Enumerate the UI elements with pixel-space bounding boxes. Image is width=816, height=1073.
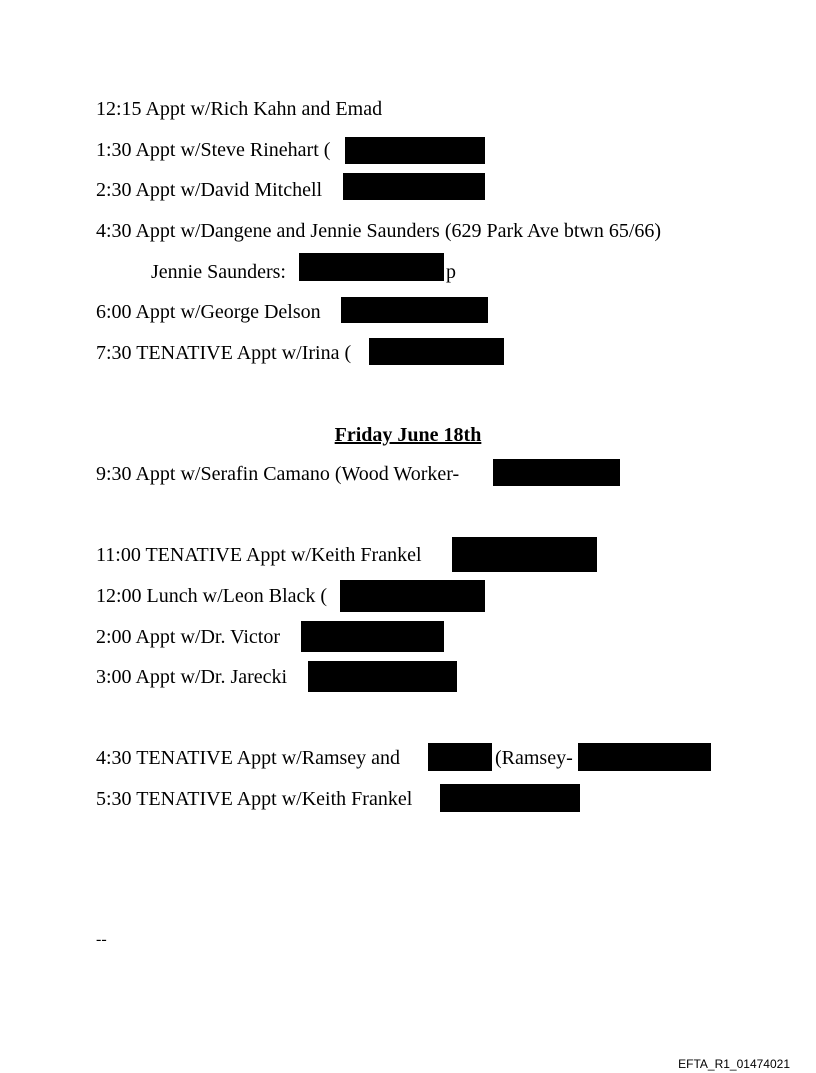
appointment-line <box>96 138 330 162</box>
appointment-text: 12:00 Lunch w/Leon Black ( <box>96 585 328 607</box>
contact-label: Jennie Saunders: <box>151 261 286 283</box>
appointment-line <box>96 97 382 121</box>
redaction-block <box>428 743 492 771</box>
redaction-block <box>340 580 485 612</box>
redaction-block <box>341 297 488 323</box>
appointment-line <box>96 178 322 202</box>
appointment-detail-line <box>151 260 286 284</box>
appointment-text: 2:00 Appt w/Dr. Victor <box>96 626 280 648</box>
appointment-text: 12:15 Appt w/Rich Kahn and Emad <box>96 98 383 120</box>
appointment-text: 4:30 TENATIVE Appt w/Ramsey and <box>96 747 401 769</box>
appointment-text: 3:00 Appt w/Dr. Jarecki <box>96 666 288 688</box>
appointment-line <box>96 341 351 365</box>
appointment-line <box>96 300 321 324</box>
day-heading: Friday June 18th <box>334 424 482 446</box>
appointment-line <box>96 665 287 689</box>
appointment-text: 11:00 TENATIVE Appt w/Keith Frankel <box>96 544 422 566</box>
appointment-detail-tail <box>446 260 456 284</box>
appointment-line <box>96 787 412 811</box>
redaction-block <box>369 338 504 365</box>
signature-separator: -- <box>96 931 107 948</box>
appointment-text: 7:30 TENATIVE Appt w/Irina ( <box>96 342 352 364</box>
redaction-block <box>301 621 444 652</box>
redaction-block <box>343 173 485 200</box>
appointment-text: 1:30 Appt w/Steve Rinehart ( <box>96 139 331 161</box>
appointment-text: 2:30 Appt w/David Mitchell <box>96 179 323 201</box>
redaction-block <box>345 137 485 164</box>
appointment-line <box>96 625 280 649</box>
appointment-line <box>96 462 459 486</box>
appointment-text: 5:30 TENATIVE Appt w/Keith Frankel <box>96 788 413 810</box>
redaction-block <box>493 459 620 486</box>
appointment-tail-text: (Ramsey- <box>495 747 573 769</box>
redaction-block <box>440 784 580 812</box>
document-id: EFTA_R1_01474021 <box>678 1057 790 1071</box>
redaction-block <box>578 743 711 771</box>
contact-tail: p <box>446 261 456 283</box>
appointment-line <box>96 746 400 770</box>
redaction-block <box>299 253 444 281</box>
redaction-block <box>452 537 597 572</box>
redaction-block <box>308 661 457 692</box>
appointment-tail <box>495 746 573 770</box>
appointment-line <box>96 543 422 567</box>
appointment-line <box>96 219 661 243</box>
appointment-text: 6:00 Appt w/George Delson <box>96 301 321 323</box>
appointment-text: 9:30 Appt w/Serafin Camano (Wood Worker- <box>96 463 460 485</box>
appointment-line <box>96 584 327 608</box>
appointment-text: 4:30 Appt w/Dangene and Jennie Saunders (629 Park Ave btwn 65/66) <box>96 220 662 242</box>
